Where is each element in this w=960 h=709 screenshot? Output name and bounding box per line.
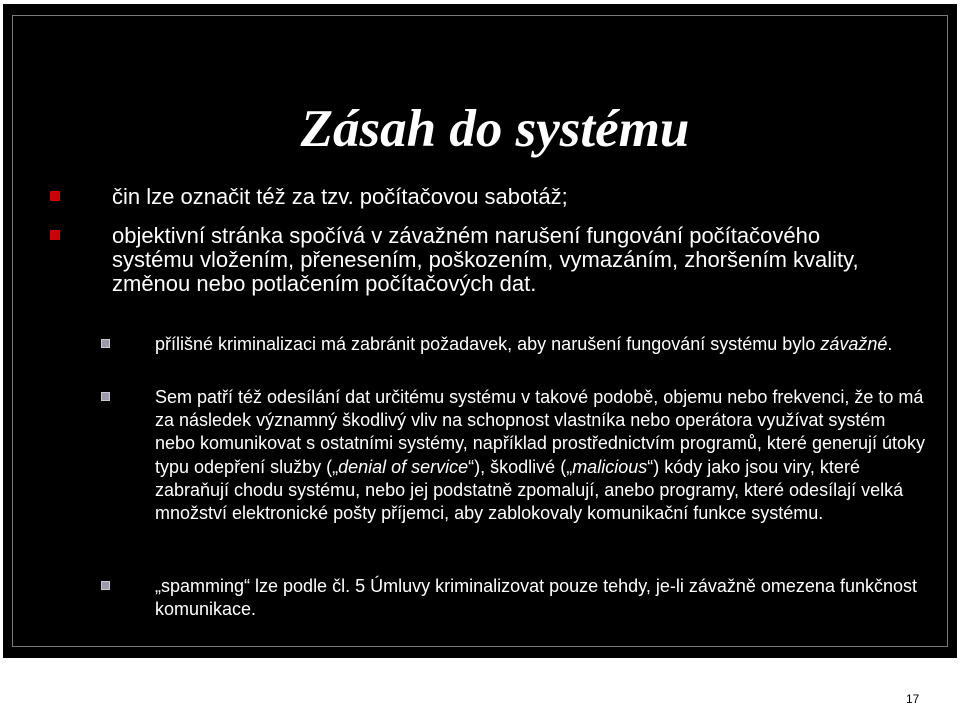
sub-bullet-item [155, 575, 925, 621]
sub-bullet-item [155, 333, 925, 356]
sub-bullet-text: přílišné kriminalizaci má zabránit požadavek, aby narušení fungování systému bylo [155, 334, 821, 354]
sub-bullet-text-tail: . [887, 334, 893, 354]
bullet-item [112, 185, 902, 209]
slide [3, 4, 957, 658]
emphasis-text: závažné [820, 334, 888, 354]
sub-bullet-text: “) kódy jako jsou viry, které zabraňují chodu systému, nebo jej podstatně zpomalují, anebo programy, které odesílají velká množství elektronické pošty příjemci, aby zablokovaly komunikační funkce systému. [155, 456, 904, 524]
bullet-text: čin lze označit též za tzv. počítačovou sabotáž; [112, 184, 568, 209]
square-bullet-icon [101, 581, 110, 590]
page-number: 17 [906, 692, 920, 706]
sub-bullet-text: “), škodlivé („ [468, 456, 573, 477]
square-bullet-icon [101, 339, 110, 348]
sub-bullet-item [155, 386, 925, 525]
slide-title: Zásah do systému [300, 100, 690, 158]
bullet-item [112, 224, 902, 296]
sub-bullet-text: „spamming“ lze podle čl. 5 Úmluvy kriminalizovat pouze tehdy, je-li závažně omezena funkčnost komunikace. [155, 576, 918, 620]
emphasis-text: malicious [572, 456, 648, 477]
square-bullet-icon [101, 392, 110, 401]
square-bullet-icon [50, 230, 60, 240]
square-bullet-icon [50, 191, 60, 201]
bullet-text: objektivní stránka spočívá v závažném narušení fungování počítačového systému vložením, přenesením, poškozením, vymazáním, zhoršením kvality, změnou nebo potlačením počítačových dat. [112, 223, 859, 296]
sub-bullet-text: Sem patří též odesílání dat určitému systému v takové podobě, objemu nebo frekvenci, že to má za následek významný škodlivý vliv na schopnost vlastníka nebo operátora využívat systém nebo komunikovat s ostatními systémy, například prostřednictvím programů, které generují útoky typu odepření služby („ [155, 387, 926, 477]
emphasis-text: denial of service [338, 456, 469, 477]
